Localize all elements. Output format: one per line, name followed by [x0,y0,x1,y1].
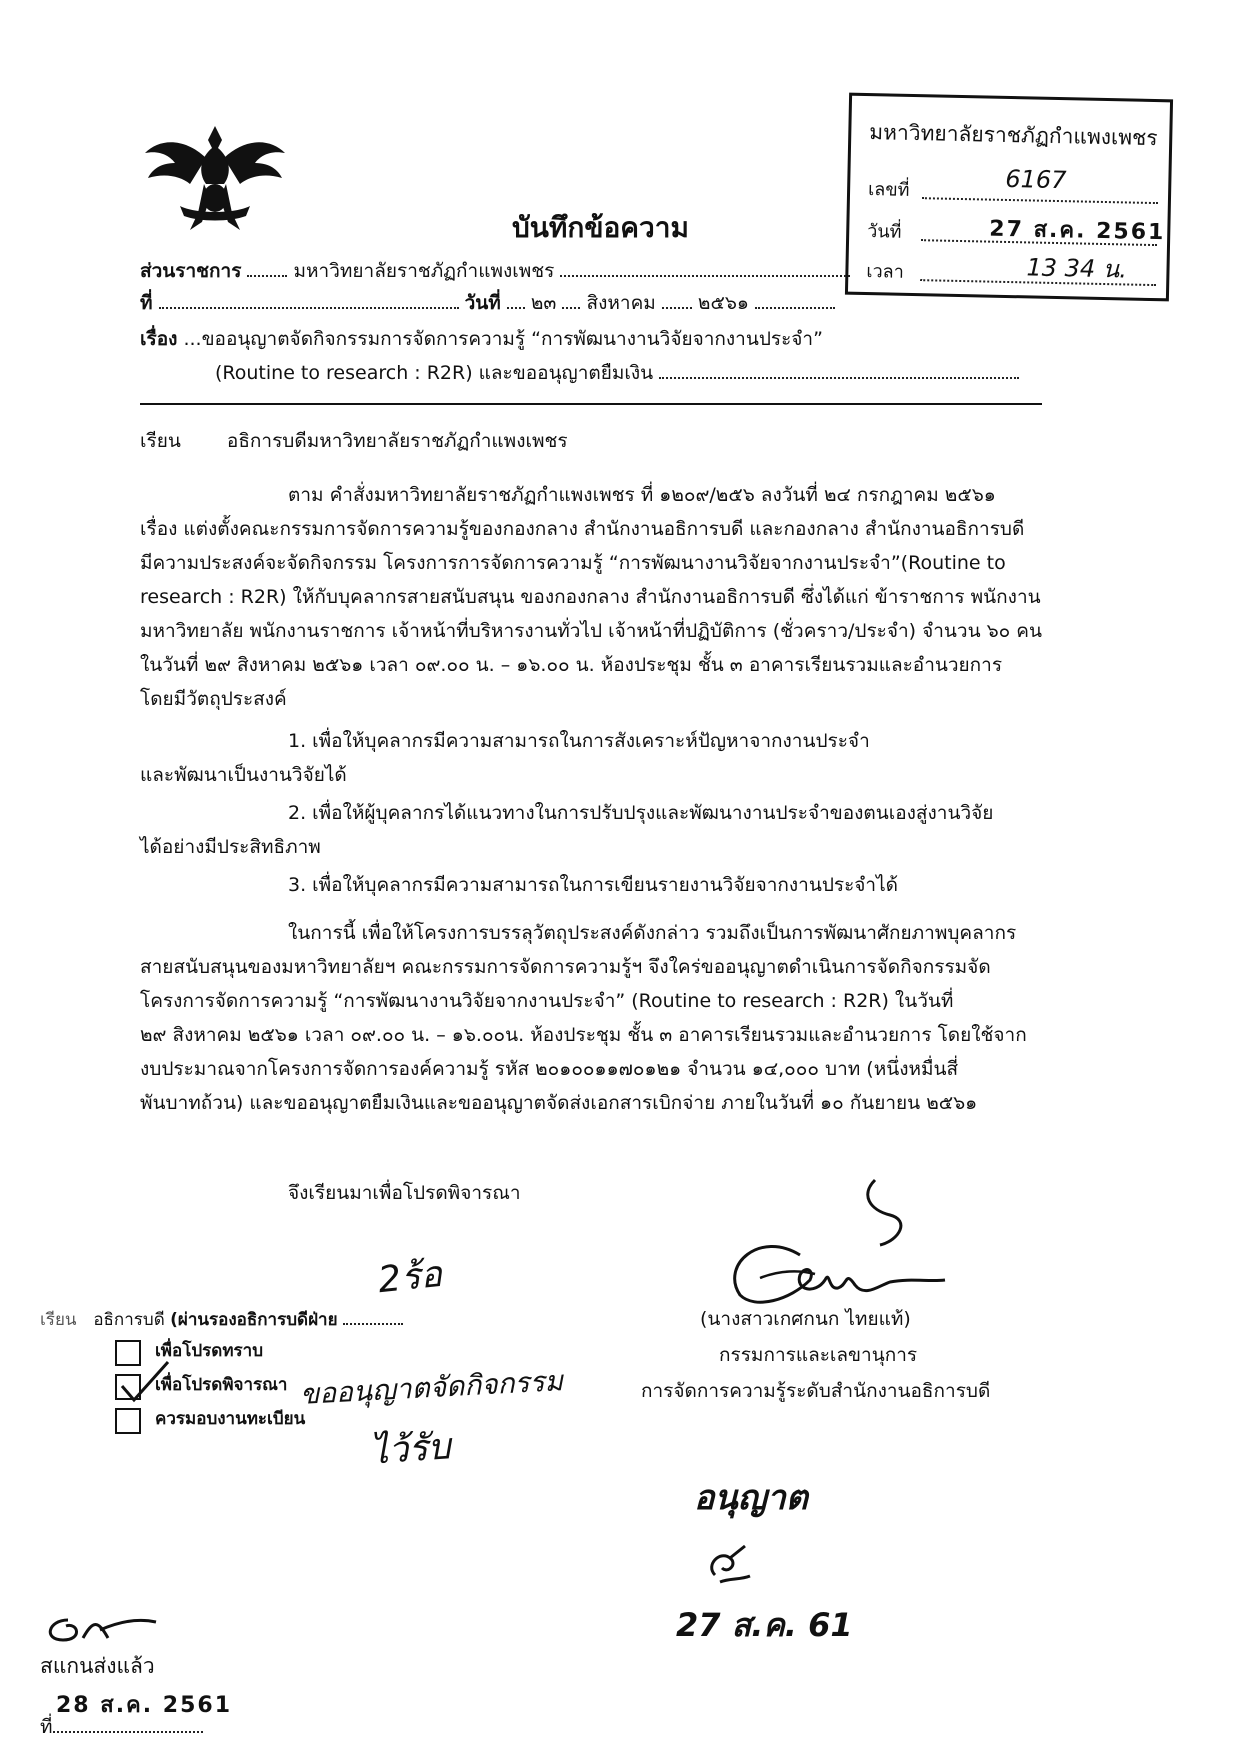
subject-label: เรื่อง [140,328,178,350]
scan-ref-line [40,1718,203,1737]
stamp-time-label: เวลา [866,261,905,283]
option-assign-registry: ควรมอบงานทะเบียน [155,1409,306,1429]
agency-line [140,262,850,281]
p2-line-1: สายสนับสนุนของมหาวิทยาลัยฯ คณะกรรมการจัดการความรู้ฯ จึงใคร่ขออนุญาตดำเนินการจัดกิจกรรมจัด [140,956,991,978]
stamp-date-label: วันที่ [867,221,902,243]
handwritten-approval: อนุญาต [694,1478,808,1518]
to-value: อธิการบดีมหาวิทยาลัยราชภัฏกำแพงเพชร [226,430,568,452]
routing-line [40,1312,403,1329]
p1-line-6: โดยมีวัตถุประสงค์ [140,688,287,710]
handwritten-initials-top: 2ร้อ [376,1253,444,1302]
stamp-date-value: 27 ส.ค. 2561 [989,216,1166,246]
date-label: วันที่ [464,292,501,314]
option-acknowledge: เพื่อโปรดทราบ [155,1341,263,1361]
stamp-org: มหาวิทยาลัยราชภัฏกำแพงเพชร [869,120,1158,151]
scan-label: สแกนส่งแล้ว [40,1654,155,1678]
memo-title: บันทึกข้อความ [512,211,689,244]
p2-line-3: ๒๙ สิงหาคม ๒๕๖๑ เวลา ๐๙.๐๐ น. – ๑๖.๐๐น. ห้องประชุม ชั้น ๓ อาคารเรียนรวมและอำนวยการ โดยใช้จาก [140,1024,1027,1046]
objective-2: 2. เพื่อให้ผู้บุคลากรได้แนวทางในการปรับปรุงและพัฒนางานประจำของตนเองสู่งานวิจัย [288,802,994,824]
handwritten-mark [700,1540,760,1590]
ref-label: ที่ [140,292,153,314]
closing-text: จึงเรียนมาเพื่อโปรดพิจารณา [288,1182,521,1204]
checkbox-assign-registry[interactable] [115,1408,141,1434]
ref-date-line [140,294,835,313]
scan-date: 28 ส.ค. 2561 [56,1693,233,1718]
receiving-stamp [845,93,1173,302]
signatory-position-1: กรรมการและเลขานุการ [719,1344,918,1366]
subject-line-2 [215,364,1019,383]
p1-line-5: ในวันที่ ๒๙ สิงหาคม ๒๕๖๑ เวลา ๐๙.๐๐ น. – ๑๖.๐๐ น. ห้องประชุม ชั้น ๓ อาคารเรียนรวมและอำนวยการ [140,654,1003,676]
subject-line-1: เรื่อง ...ขออนุญาตจัดกิจกรรมการจัดการความรู้ “การพัฒนางานวิจัยจากงานประจำ” [140,328,823,350]
p1-line-3: research : R2R) ให้กับบุคลากรสายสนับสนุน ของกองกลาง สำนักงานอธิการบดี ซึ่งได้แก่ ข้าราชการ พนักงาน [140,586,1041,608]
routing-via: (ผ่านรองอธิการบดีฝ่าย [170,1310,338,1330]
scan-ref-label: ที่ [40,1716,53,1738]
routing-to-value: อธิการบดี [93,1310,165,1330]
signatory-name: (นางสาวเกศกนก ไทยแท้) [700,1308,911,1330]
header-divider [140,403,1042,405]
objective-1-cont: และพัฒนาเป็นงานวิจัยได้ [140,764,347,786]
objective-1: 1. เพื่อให้บุคลากรมีความสามารถในการสังเคราะห์ปัญหาจากงานประจำ [288,730,870,752]
garuda-emblem [140,118,290,238]
handwritten-note: ขออนุญาตจัดกิจกรรม [299,1364,564,1411]
salutation [140,432,568,451]
subject-text-1: ขออนุญาตจัดกิจกรรมการจัดการความรู้ “การพัฒนางานวิจัยจากงานประจำ” [201,328,823,350]
subject-text-2: (Routine to research : R2R) และขออนุญาตยืมเงิน [215,362,654,384]
stamp-no-value: 6167 [1005,164,1067,195]
stamp-no-label: เลขที่ [867,179,910,201]
date-month: สิงหาคม [586,292,656,314]
p1-line-0: ตาม คำสั่งมหาวิทยาลัยราชภัฏกำแพงเพชร ที่ ๑๒๐๙/๒๕๖ ลงวันที่ ๒๔ กรกฎาคม ๒๕๖๑ [288,484,996,506]
agency-label: ส่วนราชการ [140,260,242,282]
p1-line-2: มีความประสงค์จะจัดกิจกรรม โครงการการจัดการความรู้ “การพัฒนางานวิจัยจากงานประจำ”(Routine to [140,552,1006,574]
handwritten-initials-bottom: ไว้รับ [368,1426,452,1473]
handwritten-date: 27 ส.ค. 61 [676,1606,853,1644]
p1-line-1: เรื่อง แต่งตั้งคณะกรรมการจัดการความรู้ของกองกลาง สำนักงานอธิการบดี และกองกลาง สำนักงานอธิการบดี [140,518,1025,540]
p1-line-4: มหาวิทยาลัย พนักงานราชการ เจ้าหน้าที่บริหารงานทั่วไป เจ้าหน้าที่ปฏิบัติการ (ชั่วคราว/ประจำ) จำนวน ๖๐ คน [140,620,1042,642]
signatory-position-2: การจัดการความรู้ระดับสำนักงานอธิการบดี [641,1380,991,1402]
objective-3: 3. เพื่อให้บุคลากรมีความสามารถในการเขียนรายงานวิจัยจากงานประจำได้ [288,874,898,896]
p2-line-5: พันบาทถ้วน) และขออนุญาตยืมเงินและขออนุญาตจัดส่งเอกสารเบิกจ่าย ภายในวันที่ ๑๐ กันยายน ๒๕๖๑ [140,1092,978,1114]
p2-line-0: ในการนี้ เพื่อให้โครงการบรรลุวัตถุประสงค์ดังกล่าว รวมถึงเป็นการพัฒนาศักยภาพบุคลากร [288,922,1017,944]
p2-line-2: โครงการจัดการความรู้ “การพัฒนางานวิจัยจากงานประจำ” (Routine to research : R2R) ในวันที่ [140,990,954,1012]
date-day: ๒๓ [530,292,557,314]
date-year: ๒๕๖๑ [697,292,749,314]
routing-to-label: เรียน [40,1310,77,1330]
stamp-time-value: 13 34 น. [1026,253,1128,284]
to-label: เรียน [140,430,181,452]
agency-value: มหาวิทยาลัยราชภัฏกำแพงเพชร [293,260,555,282]
option-consider: เพื่อโปรดพิจารณา [155,1375,288,1395]
objective-2-cont: ได้อย่างมีประสิทธิภาพ [140,836,321,858]
signature [720,1170,960,1320]
p2-line-4: งบประมาณจากโครงการจัดการองค์ความรู้ รหัส ๒๐๑๐๐๑๑๗๐๑๒๑ จำนวน ๑๔,๐๐๐ บาท (หนึ่งหมื่นสี่ [140,1058,959,1080]
initials-mark [38,1610,158,1650]
